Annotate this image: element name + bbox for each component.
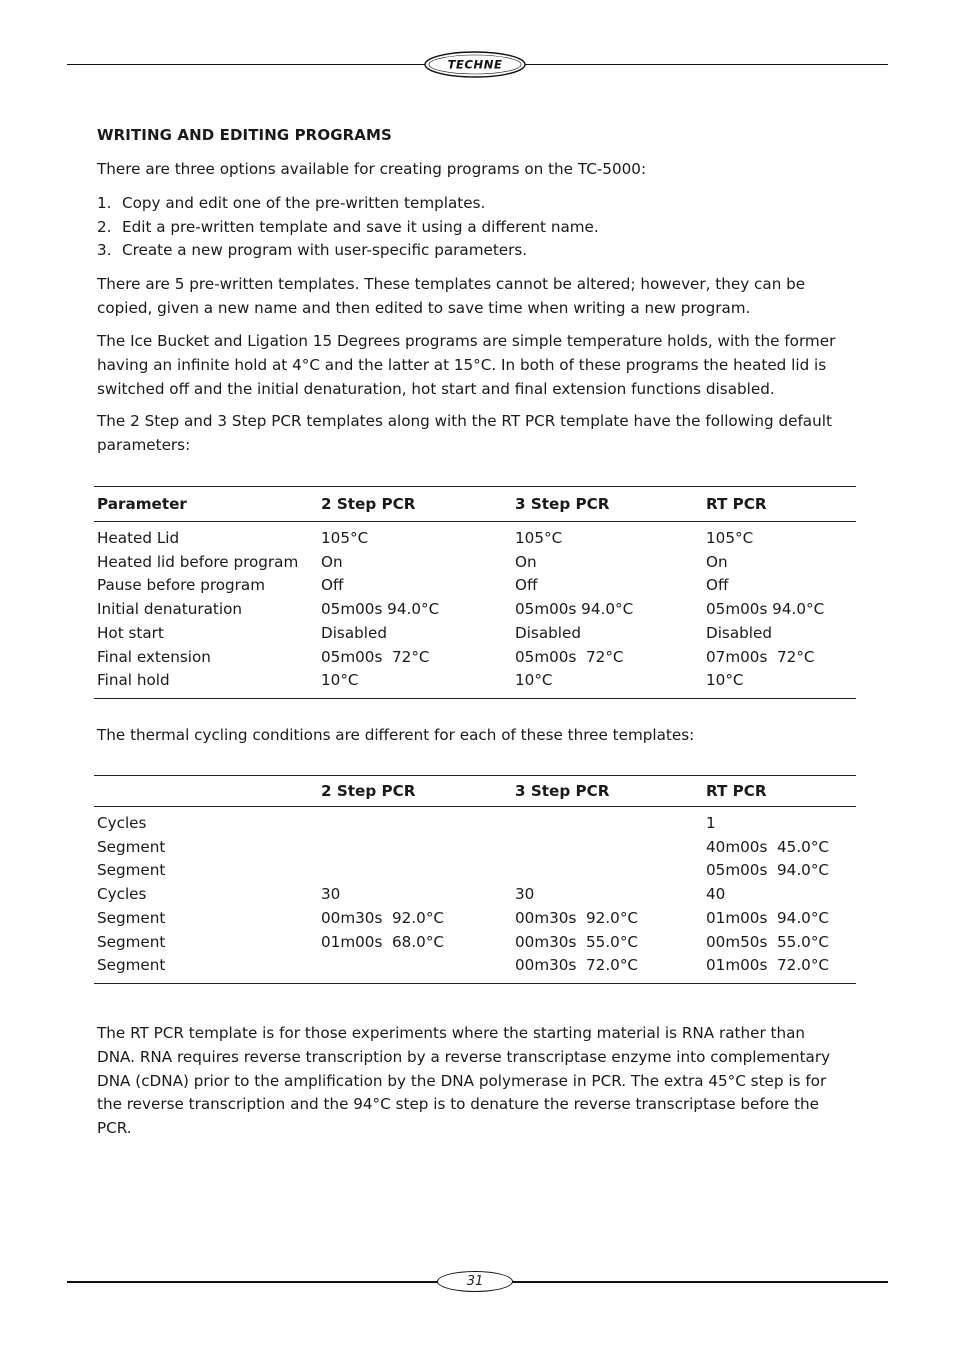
table-row: [94, 598, 856, 622]
table-cell: Off: [515, 576, 538, 595]
table-cell: Pause before program: [97, 576, 266, 595]
column-header: 2 Step PCR: [318, 776, 512, 807]
table-cell: 00m30s 72.0°C: [512, 954, 703, 983]
table-cell: Disabled: [321, 623, 387, 642]
list-item: 3. Create a new program with user-specific parameters.: [97, 241, 528, 260]
column-header: RT PCR: [703, 487, 856, 522]
table-row: [94, 622, 856, 646]
table-cell: [318, 859, 512, 883]
ice-bucket-paragraph: The Ice Bucket and Ligation 15 Degrees programs are simple temperature holds, with the former having an infinite hold at 4°C and the latter at 15°C. In both of these programs the heated lid is switched off and the initial denaturation, hot start and final extension functions disabled.: [97, 332, 836, 398]
table-cell: On: [515, 552, 537, 571]
table-cell: 10°C: [318, 669, 512, 698]
table-row: [94, 551, 856, 575]
table-cell: Hot start: [97, 623, 164, 642]
table-cell: 40: [706, 885, 726, 904]
table-cell: [318, 954, 512, 983]
table-cell: [512, 807, 703, 836]
table-cell: 05m00s 94.0°C: [515, 600, 634, 619]
table-row: [94, 574, 856, 598]
table-cell: 07m00s 72°C: [706, 647, 815, 666]
table-cell: 00m50s 55.0°C: [706, 932, 830, 951]
column-header: 3 Step PCR: [512, 776, 703, 807]
table-header-row: [94, 776, 856, 807]
table-cell: Segment: [97, 908, 166, 927]
table-cell: [512, 836, 703, 860]
table-cell: Heated lid before program: [97, 552, 299, 571]
logo-text: TECHNE: [447, 57, 503, 72]
table-cell: Off: [706, 576, 729, 595]
table-cell: 30: [321, 885, 341, 904]
cycling-paragraph: The thermal cycling conditions are different for each of these three templates:: [97, 726, 695, 744]
table-cell: Segment: [97, 837, 166, 856]
table-row: [94, 646, 856, 670]
table-cell: 1: [706, 814, 716, 832]
table-cell: 00m30s 92.0°C: [515, 908, 639, 927]
table-cell: On: [321, 552, 343, 571]
table-cell: 00m30s 55.0°C: [515, 932, 639, 951]
table-cell: 05m00s 94.0°C: [706, 600, 825, 619]
table-cell: Cycles: [97, 814, 147, 832]
table-cell: 10°C: [512, 669, 703, 698]
table-cell: Disabled: [706, 623, 772, 642]
table-cell: [318, 836, 512, 860]
table-cell: Segment: [97, 861, 166, 880]
column-header: [94, 776, 318, 807]
table-cell: 105°C: [706, 529, 754, 547]
table-row: [94, 907, 856, 931]
column-header: 3 Step PCR: [512, 487, 703, 522]
table-cell: Off: [321, 576, 344, 595]
table-cell: Heated Lid: [97, 529, 180, 547]
list-item: 1. Copy and edit one of the pre-written templates.: [97, 194, 486, 212]
table-cell: On: [706, 552, 728, 571]
table-cell: Final hold: [94, 669, 318, 698]
table-cell: 105°C: [321, 529, 369, 547]
defaults-paragraph: The 2 Step and 3 Step PCR templates along with the RT PCR template have the following default parameters:: [97, 412, 832, 454]
table-cell: 00m30s 92.0°C: [321, 908, 445, 927]
table-row: [94, 807, 856, 836]
page-number: 31: [437, 1271, 513, 1292]
section-heading: WRITING AND EDITING PROGRAMS: [97, 126, 392, 144]
templates-paragraph: There are 5 pre-written templates. These templates cannot be altered; however, they can be copied, given a new name and then edited to save time when writing a new program.: [97, 275, 806, 317]
table-cell: 10°C: [703, 669, 856, 698]
list-item: 2. Edit a pre-written template and save it using a different name.: [97, 217, 599, 236]
thermal-cycling-table: [94, 775, 856, 984]
table-cell: 105°C: [515, 529, 563, 547]
table-row: [94, 883, 856, 907]
techne-logo: [424, 51, 526, 78]
table-row: [94, 836, 856, 860]
table-cell: [512, 859, 703, 883]
table-cell: 01m00s 94.0°C: [706, 908, 830, 927]
table-cell: 30: [515, 885, 535, 904]
default-parameters-table: [94, 486, 856, 699]
table-cell: 01m00s 72.0°C: [703, 954, 856, 983]
table-cell: 05m00s 94.0°C: [321, 600, 440, 619]
column-header: 2 Step PCR: [318, 487, 512, 522]
table-row: [94, 859, 856, 883]
table-header-row: [94, 487, 856, 522]
options-list: [97, 192, 599, 263]
table-cell: Final extension: [97, 647, 211, 666]
table-cell: Cycles: [97, 885, 147, 904]
table-cell: 05m00s 72°C: [321, 647, 430, 666]
column-header: RT PCR: [703, 776, 856, 807]
table-row: [94, 669, 856, 698]
table-cell: Segment: [94, 954, 318, 983]
table-row: [94, 522, 856, 551]
table-cell: [318, 807, 512, 836]
rt-pcr-paragraph: The RT PCR template is for those experiments where the starting material is RNA rather than DNA. RNA requires reverse transcription by a reverse transcriptase enzyme into complementary DNA (cDNA) prior to the amplification by the DNA polymerase in PCR. The extra 45°C step is for the reverse transcription and the 94°C step is to denature the reverse transcriptase before the PCR.: [97, 1024, 831, 1138]
table-cell: Initial denaturation: [97, 600, 242, 619]
table-cell: 05m00s 94.0°C: [706, 861, 830, 880]
table-row: [94, 931, 856, 955]
table-row: [94, 954, 856, 983]
intro-paragraph: There are three options available for creating programs on the TC-5000:: [97, 160, 647, 178]
table-cell: 05m00s 72°C: [515, 647, 624, 666]
table-cell: Disabled: [515, 623, 581, 642]
table-cell: 40m00s 45.0°C: [706, 837, 830, 856]
table-cell: 01m00s 68.0°C: [321, 932, 445, 951]
table-cell: Segment: [97, 932, 166, 951]
column-header: Parameter: [94, 487, 318, 522]
